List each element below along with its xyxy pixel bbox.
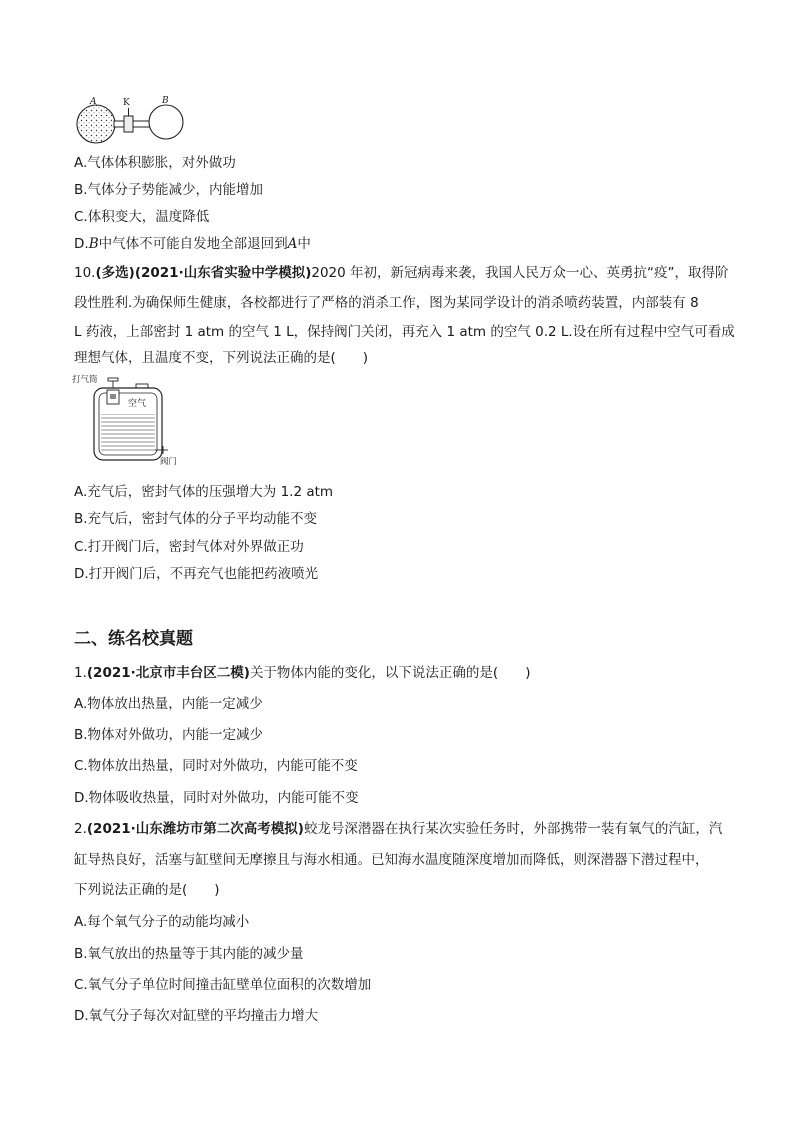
q9-option-a: A.气体体积膨胀，对外做功 — [74, 155, 236, 171]
q10-stem-line-1: 10.(多选)(2021·山东省实验中学模拟)2020 年初，新冠病毒来袭，我国人民万众一心、英勇抗“疫”，取得阶 — [74, 265, 729, 281]
sprayer-diagram — [72, 372, 192, 472]
q10-stem-line-4: 理想气体，且温度不变，下列说法正确的是( ) — [74, 350, 369, 366]
bulb-b — [149, 105, 183, 139]
label-k: K — [123, 98, 130, 108]
p1-option-c: C.物体放出热量，同时对外做功，内能可能不变 — [74, 758, 358, 774]
q9-option-d: D.B中气体不可能自发地全部退回到A中 — [74, 236, 311, 252]
pump-label: 打气筒 — [72, 375, 98, 385]
p2-option-d: D.氧气分子每次对缸壁的平均撞击力增大 — [74, 1008, 319, 1024]
p2-option-a: A.每个氧气分子的动能均减小 — [74, 914, 250, 930]
p1-option-d: D.物体吸收热量，同时对外做功，内能可能不变 — [74, 790, 359, 806]
valve-k — [124, 116, 133, 132]
p2-stem-line-1: 2.(2021·山东潍坊市第二次高考模拟)蛟龙号深潜器在执行某次实验任务时，外部携带一装有氧气的汽缸，汽 — [74, 821, 723, 837]
q10-stem-line-3: L 药液，上部密封 1 atm 的空气 1 L，保持阀门关闭，再充入 1 atm 的空气 0.2 L.设在所有过程中空气可看成 — [74, 324, 735, 340]
p1-option-b: B.物体对外做功，内能一定减少 — [74, 727, 264, 743]
q10-source: (2021·山东省实验中学模拟) — [134, 265, 312, 281]
q10-option-d: D.打开阀门后，不再充气也能把药液喷光 — [74, 566, 319, 582]
bulb-a — [77, 105, 115, 143]
liquid — [101, 414, 155, 453]
q10-option-a: A.充气后，密封气体的压强增大为 1.2 atm — [74, 484, 334, 500]
q10-number: 10. — [74, 265, 96, 281]
p2-stem-line-3: 下列说法正确的是( ) — [74, 882, 220, 898]
q10-tag: (多选) — [95, 265, 135, 281]
q9-option-b: B.气体分子势能减少，内能增加 — [74, 182, 264, 198]
q10-option-b: B.充气后，密封气体的分子平均动能不变 — [74, 511, 318, 527]
section-title: 二、练名校真题 — [74, 629, 193, 649]
p1-option-a: A.物体放出热量，内能一定减少 — [74, 696, 263, 712]
label-b: B — [162, 96, 169, 106]
label-a: A — [90, 97, 97, 107]
q10-option-c: C.打开阀门后，密封气体对外界做正功 — [74, 539, 304, 555]
q9-option-c: C.体积变大，温度降低 — [74, 209, 210, 225]
bulbs-diagram — [70, 94, 190, 146]
p1-stem: 1.(2021·北京市丰台区二模)关于物体内能的变化，以下说法正确的是( ) — [74, 665, 531, 681]
p2-stem-line-2: 缸导热良好，活塞与缸壁间无摩擦且与海水相通。已知海水温度随深度增加而降低，则深潜器下潜过程中， — [74, 852, 709, 868]
p2-option-b: B.氧气放出的热量等于其内能的减少量 — [74, 946, 304, 962]
q10-stem-line-2: 段性胜利.为确保师生健康，各校都进行了严格的消杀工作，图为某同学设计的消杀喷药装置，内部装有 8 — [74, 295, 699, 311]
p2-option-c: C.氧气分子单位时间撞击缸壁单位面积的次数增加 — [74, 977, 372, 993]
valve-label: 阀门 — [160, 457, 178, 467]
air-label: 空气 — [128, 399, 147, 409]
